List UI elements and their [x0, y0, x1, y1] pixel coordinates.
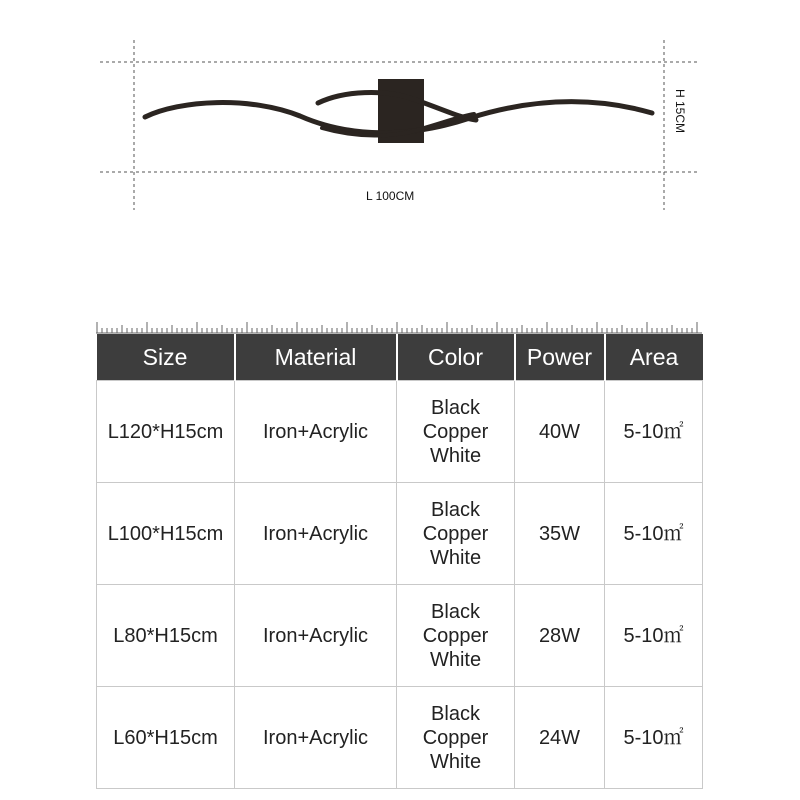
- color-option: Copper: [422, 726, 489, 749]
- size-cell: L100*H15cm: [97, 483, 235, 585]
- table-row: [97, 483, 703, 585]
- header-power: Power: [515, 334, 605, 381]
- dimension-diagram: [0, 0, 800, 260]
- spec-table: [96, 334, 703, 789]
- color-option: Black: [431, 600, 480, 623]
- header-material: Material: [235, 334, 397, 381]
- size-cell: L120*H15cm: [97, 381, 235, 483]
- header-color: Color: [397, 334, 515, 381]
- area-cell: 5-10㎡: [605, 687, 703, 789]
- color-option: Copper: [422, 420, 489, 443]
- power-cell: 40W: [515, 381, 605, 483]
- table-row: [97, 585, 703, 687]
- material-cell: Iron+Acrylic: [235, 381, 397, 483]
- color-cell: [397, 381, 515, 483]
- color-cell: [397, 483, 515, 585]
- size-cell: L80*H15cm: [97, 585, 235, 687]
- size-cell: L60*H15cm: [97, 687, 235, 789]
- color-option: White: [429, 750, 482, 773]
- ruler-strip: [96, 320, 702, 334]
- color-cell: [397, 585, 515, 687]
- table-row: [97, 381, 703, 483]
- area-cell: 5-10㎡: [605, 585, 703, 687]
- color-option: Copper: [422, 522, 489, 545]
- material-cell: Iron+Acrylic: [235, 483, 397, 585]
- color-option: White: [429, 444, 482, 467]
- color-option: White: [429, 546, 482, 569]
- color-option: Black: [431, 396, 480, 419]
- color-option: Black: [431, 702, 480, 725]
- power-cell: 35W: [515, 483, 605, 585]
- area-cell: 5-10㎡: [605, 483, 703, 585]
- header-area: Area: [605, 334, 703, 381]
- length-label: L 100CM: [366, 189, 415, 203]
- header-row: [97, 334, 703, 381]
- material-cell: Iron+Acrylic: [235, 687, 397, 789]
- color-option: Black: [431, 498, 480, 521]
- area-cell: 5-10㎡: [605, 381, 703, 483]
- material-cell: Iron+Acrylic: [235, 585, 397, 687]
- power-cell: 24W: [515, 687, 605, 789]
- color-cell: [397, 687, 515, 789]
- height-label: H 15CM: [673, 88, 687, 133]
- color-option: White: [429, 648, 482, 671]
- power-cell: 28W: [515, 585, 605, 687]
- table-row: [97, 687, 703, 789]
- header-size: Size: [97, 334, 235, 381]
- color-option: Copper: [422, 624, 489, 647]
